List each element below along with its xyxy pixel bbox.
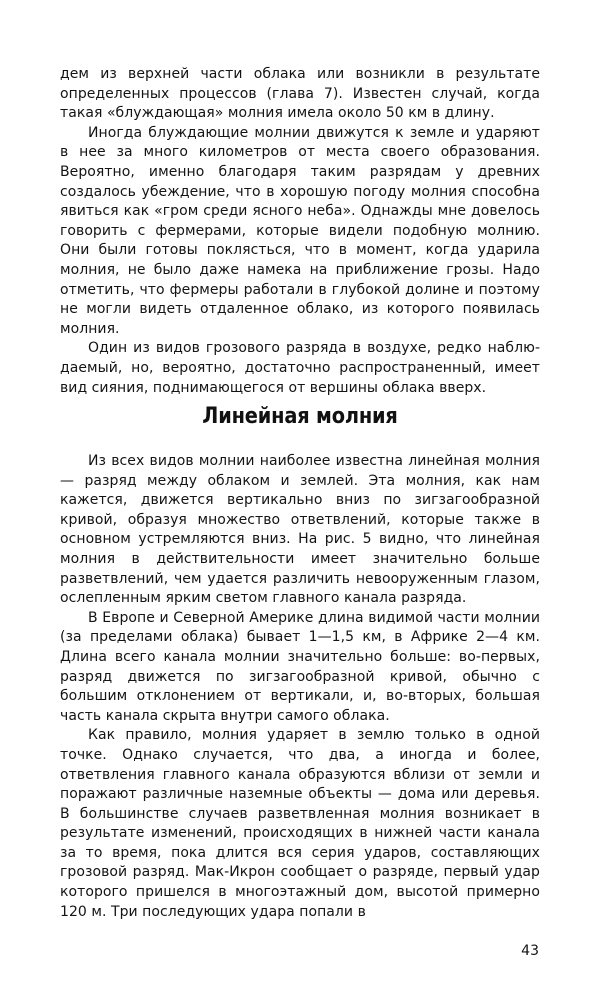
paragraph-channel-length: В Европе и Северной Америке длина видимой части молнии (за пределами облака) бывает 1—1,5 км, в Африке 2—4 км. Длина всего канала молнии значительно больше: во-первых, разряд движется по зигзагообразной кривой, обычно с большим отклонением от вертикали, и, во-вторых, большая часть канала скрыта внутри самого облака.: [60, 609, 540, 724]
page-number: 43: [521, 943, 539, 959]
text-block-top: [60, 65, 540, 398]
paragraph-glow-discharge: Один из видов грозового разряда в воздухе, редко наблюдаемый, но, вероятно, достаточно распространенный, имеет вид сияния, поднимающегося от вершины облака вверх.: [60, 340, 540, 396]
paragraph-linear-lightning-intro: Из всех видов молнии наиболее известна линейная молния — разряд между облаком и землей. Эта молния, как нам кажется, движется вертикально вниз по зигзагообразной кривой, образуя множество ответвлений, которые также в основном устремляются вниз. На рис. 5 видно, что линейная молния в действительности имеет значительно больше разветвлений, чем удается различить невооруженным глазом, ослепленным ярким светом главного канала разряда.: [60, 453, 540, 607]
paragraph-ground-strike: Как правило, молния ударяет в землю только в одной точке. Однако случается, что два, а иногда и более, ответвления главного канала образуются вблизи от земли и поражают различные наземные объекты — дома или деревья. В большинстве случаев разветвленная молния возникает в результате изменений, происходящих в нижней части канала за то время, пока длится вся серия ударов, составляющих грозовой разряд. Мак-Икрон сообщает о разряде, первый удар которого пришелся в многоэтажный дом, высотой примерно 120 м. Три последующих удара попали в: [60, 727, 540, 920]
section-heading: Линейная молния: [202, 404, 398, 429]
text-block-section: [60, 452, 540, 922]
paragraph-wandering-lightning: Иногда блуждающие молнии движутся к земле и ударяют в нее за много километров от места своего образования. Вероятно, именно благодаря таким разрядам у древних создалось убеждение, что в хорошую погоду молния способна явиться как «гром среди ясного неба». Однажды мне довелось говорить с фермерами, которые видели подобную молнию. Они были готовы поклясться, что в момент, когда ударила молния, не было даже намека на приближение грозы. Надо отметить, что фермеры работали в глубокой долине и поэтому не могли видеть отдаленное облако, из которого появилась молния.: [60, 124, 540, 337]
paragraph-continuation: дем из верхней части облака или возникли в результате определенных процессов (глава 7). Известен случай, когда такая «блуждающая» молния имела около 50 км в длину.: [60, 66, 540, 122]
